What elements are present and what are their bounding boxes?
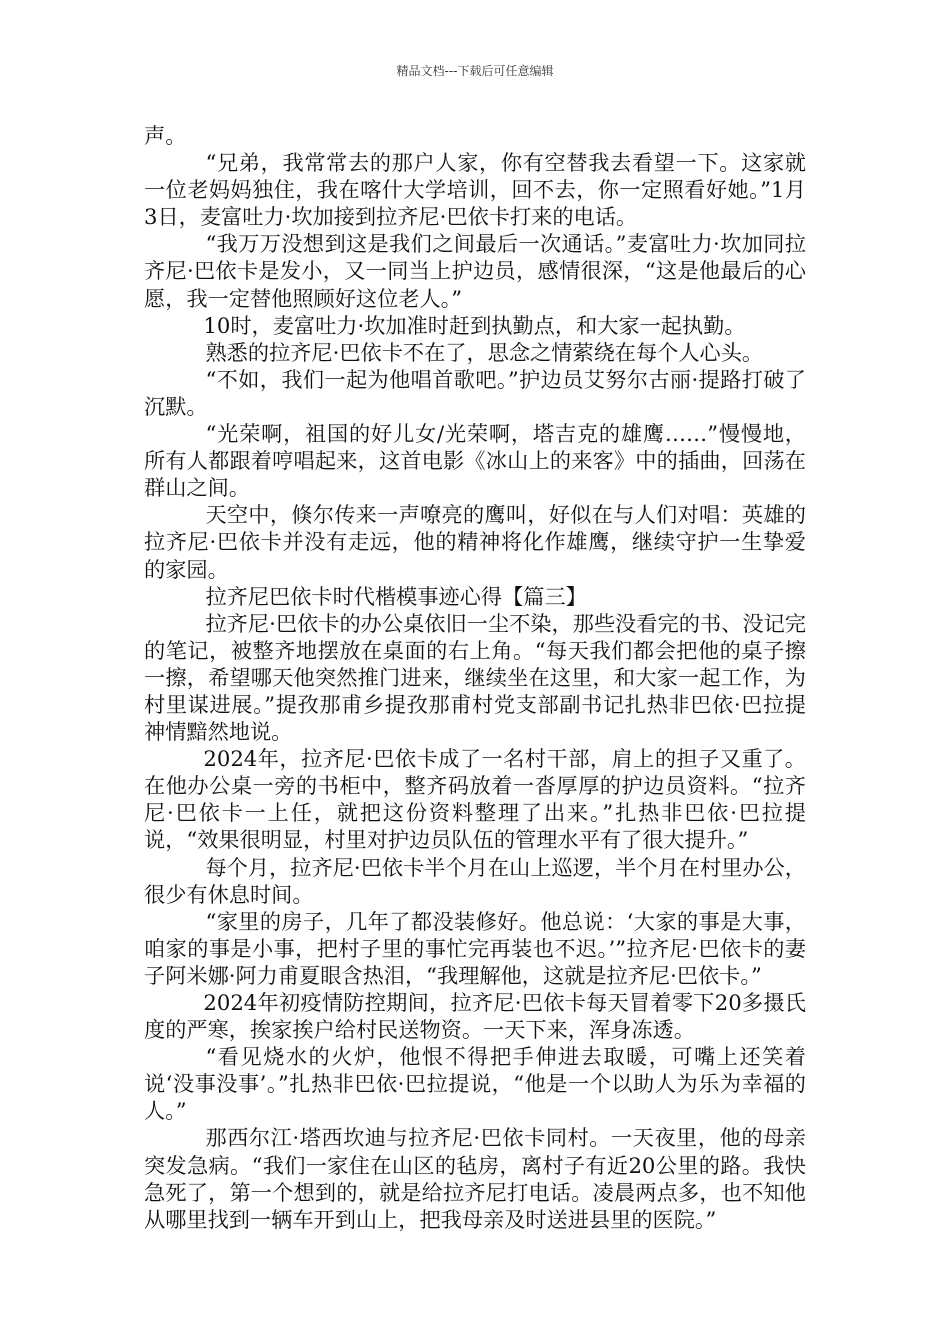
paragraph-epidemic: 2024年初疫情防控期间，拉齐尼·巴依卡每天冒着零下20多摄氏度的严寒，挨家挨户给村民送物资。一天下来，浑身冻透。 bbox=[144, 990, 806, 1043]
paragraph-continuation: 声。 bbox=[144, 123, 187, 148]
paragraph-mother-illness: 那西尔江·塔西坎迪与拉齐尼·巴依卡同村。一天夜里，他的母亲突发急病。“我们一家住在山区的毡房，离村子有近20公里的路。我快急死了，第一个想到的，就是给拉齐尼打电话。凌晨两点多，也不知他从哪里找到一辆车开到山上，把我母亲及时送进县里的医院。” bbox=[144, 1125, 806, 1232]
paragraph-village-cadre: 2024年，拉齐尼·巴依卡成了一名村干部，肩上的担子又重了。在他办公桌一旁的书柜中，整齐码放着一沓厚厚的护边员资料。“拉齐尼·巴依卡一上任，就把这份资料整理了出来。”扎热非巴依·巴拉提说，“效果很明显，村里对护边员队伍的管理水平有了很大提升。” bbox=[144, 746, 806, 853]
paragraph-on-duty: 10时，麦富吐力·坎加准时赶到执勤点，和大家一起执勤。 bbox=[203, 312, 746, 338]
paragraph-monthly-patrol: 每个月，拉齐尼·巴依卡半个月在山上巡逻，半个月在村里办公，很少有休息时间。 bbox=[144, 854, 806, 907]
page-header: 精品文档---下载后可任意编辑 bbox=[396, 64, 554, 78]
paragraph-phone-call: “兄弟，我常常去的那户人家，你有空替我去看望一下。这家就一位老妈妈独住，我在喀什大学培训，回不去，你一定照看好她。”1月3日，麦富吐力·坎加接到拉齐尼·巴依卡打来的电话。 bbox=[144, 150, 806, 230]
paragraph-sing-song: “不如，我们一起为他唱首歌吧。”护边员艾努尔古丽·提路打破了沉默。 bbox=[144, 366, 806, 419]
paragraph-missing: 熟悉的拉齐尼·巴依卡不在了，思念之情萦绕在每个人心头。 bbox=[205, 339, 764, 365]
paragraph-stove: “看见烧水的火炉，他恨不得把手伸进去取暖，可嘴上还笑着说‘没事没事’。”扎热非巴依·巴拉提说，“他是一个以助人为乐为幸福的人。” bbox=[144, 1044, 806, 1124]
document-body bbox=[144, 122, 806, 1233]
section-heading-part-three: 拉齐尼巴依卡时代楷模事迹心得【篇三】 bbox=[205, 583, 587, 609]
paragraph-house-repair: “家里的房子，几年了都没装修好。他总说：‘大家的事是大事，咱家的事是小事，把村子里的事忙完再装也不迟。’”拉齐尼·巴依卡的妻子阿米娜·阿力甫夏眼含热泪，“我理解他，这就是拉齐尼·巴依卡。” bbox=[144, 908, 806, 988]
paragraph-office-desk: 拉齐尼·巴依卡的办公桌依旧一尘不染，那些没看完的书、没记完的笔记，被整齐地摆放在桌面的右上角。“每天我们都会把他的桌子擦一擦，希望哪天他突然推门进来，继续坐在这里，和大家一起工作，为村里谋进展。”提孜那甫乡提孜那甫村党支部副书记扎热非巴依·巴拉提神情黯然地说。 bbox=[144, 610, 806, 745]
paragraph-eagle: 天空中，倏尔传来一声嘹亮的鹰叫，好似在与人们对唱：英雄的拉齐尼·巴依卡并没有走远，他的精神将化作雄鹰，继续守护一生挚爱的家园。 bbox=[144, 502, 806, 582]
paragraph-song-lyrics: “光荣啊，祖国的好儿女/光荣啊，塔吉克的雄鹰……”慢慢地，所有人都跟着哼唱起来，这首电影《冰山上的来客》中的插曲，回荡在群山之间。 bbox=[144, 421, 806, 501]
paragraph-last-call: “我万万没想到这是我们之间最后一次通话。”麦富吐力·坎加同拉齐尼·巴依卡是发小，又一同当上护边员，感情很深，“这是他最后的心愿，我一定替他照顾好这位老人。” bbox=[144, 231, 806, 311]
